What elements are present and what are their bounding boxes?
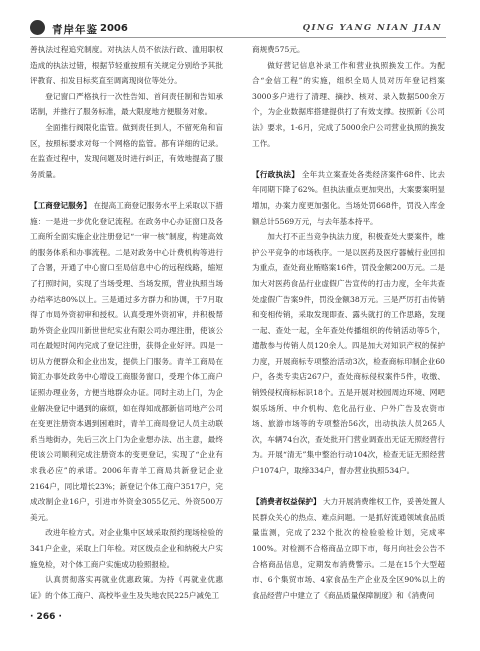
paragraph-text: 在提高工商登记服务水平上采取以下措施：一是进一步优化登记流程。在政务中心办证窗口及各工商所全面实施企业注册登记“一审一核”制度，构建高效的服务体系和办事流程。二是对政务中心计费机构等进行了合署，开通了中心窗口至局信息中心的远程线路，缩短了打照时间，实现了当场受理、当场发照，营业执照当场办结率达80%以上。三是通过多方群力和协调，于7月取得了市局外资初审和授权。认真受理外资初审，并积极帮助外资企业四川新世世纪实业有限公司办理注册，使该公司在最短时间内完成了登记注册，获得企业好评。四是一切从方便群众和企业出发，提供上门服务。青羊工商局在简汇办事处政务中心增设工商服务窗口，受理个体工商户证照办理业务，方便当地群众办证。同时主动上门，为企业解决登记中遇到的麻烦，如在得知成都新信司地产公司在变更注册资本遇到困难时，青羊工商局登记人员主动联系当地街办，先后三次上门为企业想办法、出主意，最终使该公司顺利完成注册资本的变更登记，实现了“企业有求我必应”的承诺。2006年青羊工商局共新登记企业2164户，同比增长23%；新登记个体工商户3517户，完成改制企业16户，引进市外资金3055亿元、外资500万美元。 (30, 200, 223, 522)
paragraph-text: 全年共立案查处各类经济案件68件、比去年同期下降了62%。但执法重点更加突出，大案要案明显增加，办案力度更加强化。当场处罚668件，罚没入库金额总计5569万元，与去年基本持平。 (252, 169, 445, 226)
paragraph (252, 58, 445, 152)
paragraph-text: 大力开展消费维权工作，妥善处置人民群众关心的热点、难点问题。一是抓好流通领域食品质量监测，完成了232个批次的检验验检计划，完成率100%。对检测不合格商品立即下市，每月向社会公告不合格商品信息，定期发布消费警示。二是在15个大型超市、6个集贸市场、4家食品生产企业及全区90%以上的食品经营户中建立了《商品质量保障制度》和《消费问 (252, 497, 446, 600)
paragraph-text: 全面推行阀限化监管。做到责任到人，不留死角和盲区，按照标要求对每一个网格的监管。都有详细的记录。在监查过程中，发现问题及时进行纠正，有效地提高了服务质量。 (30, 122, 223, 179)
paragraph (252, 42, 445, 58)
paragraph (252, 167, 445, 229)
paragraph (30, 120, 223, 182)
paragraph-text: 登记窗口严格执行一次性告知、首问责任制和告知承诺制，并推行了服务标准，最大限度地方便服务对象。 (30, 91, 223, 117)
paragraph (252, 229, 445, 479)
section-heading: 【消费者权益保护】 (252, 497, 321, 507)
paragraph-text: 加大打不正当竞争执法力度，积极查处大要案件，维护公平竞争的市场秩序。一是以医药及医疗器械行业回扣为重点，查处商业贿赂案16件，罚没金额200万元。二是加大对医药食品行业虚假广告宣传的打击力度，全年共查处虚假广告案9件，罚没金额38万元。三是严厉打击传销和变相传销，采取发现即查、露头就打的工作思路，发现一起、查处一起，全年查处传播组织的传销活动等5个，遣散参与传销人员120余人。四是加大对知识产权的保护力度，开展商标专项整治活动3次，检查商标印制企业60户，各类专卖店267户，查处商标侵权案件5件，收缴、销毁侵权商标标识18个。五是开展对校园周边环境、网吧娱乐场所、中介机构、危化品行业、户外广告及农资市场、旅游市场等的专项整治56次，出动执法人员265人次，车辆74台次，查处批开门营业调查出无证无照经营行为。开展“清无”集中整治行动104次，检查无证无照经营户1074户，取缔334户，督办营业执照534户。 (252, 232, 445, 476)
paragraph (30, 525, 223, 572)
paragraph-gap (252, 479, 445, 495)
paragraph-text: 商规费575元。 (252, 45, 305, 54)
yearbook-brand: 青岸年鉴 (52, 24, 98, 36)
paragraph-gap (30, 182, 223, 198)
paragraph (30, 198, 223, 525)
header-title: QING YANG NIAN JIAN (302, 23, 442, 33)
page-header (0, 0, 480, 46)
paragraph-text: 做好营记信息补录工作和营业执照换发工作。为配合“金信工程”的实施，组织全局人员对历年登记档案3000多户进行了清理、摘抄、核对、录入数据500余万个，为企业数据库搭建提供打了有效支撑。按照新《公司法》要求，1-6月，完成了5000余户公司营业执照的换发工作。 (252, 60, 445, 148)
page-number: · 266 · (30, 612, 62, 622)
paragraph (30, 89, 223, 120)
paragraph-gap (252, 151, 445, 167)
paragraph (30, 572, 223, 603)
section-heading: 【工商登记服务】 (30, 200, 91, 210)
section-heading: 【行政执法】 (252, 169, 300, 179)
right-column (252, 42, 445, 603)
yearbook-year: 2006 (100, 23, 128, 34)
header-rule (30, 37, 446, 38)
paragraph-text: 改进年检方式。对企业集中区域采取预约现场检验的341户企业，采取上门年检。对区级点企业和纳税大户实施免检，对个体工商户实施成功验照报检。 (30, 528, 223, 569)
left-column (30, 42, 223, 603)
paragraph (252, 494, 445, 603)
yearbook-logo-icon (30, 20, 45, 35)
paragraph-text: 认真贯彻落实再就业优惠政策。为持《再就业优惠证》的个体工商户、高校毕业生及失地农民225户减免工 (30, 575, 223, 600)
paragraph-text: 善执法过程追究制度。对执法人员不依法行政、滥用职权造成的执法过错，根据节轻重按照有关规定分别给予其批评教育、扣发目标奖直至调离现岗位等处分。 (30, 45, 223, 86)
paragraph (30, 42, 223, 89)
